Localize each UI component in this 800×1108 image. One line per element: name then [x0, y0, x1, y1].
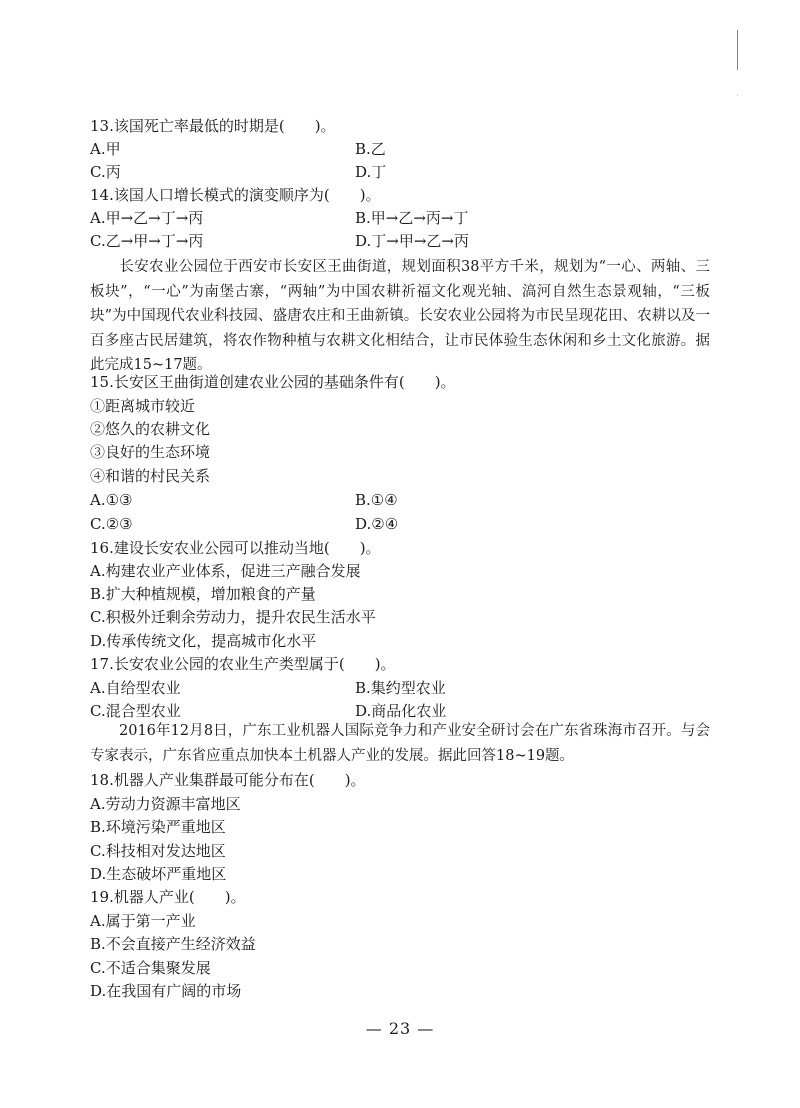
- q18-option-c: C.科技相对发达地区: [90, 842, 226, 860]
- q14-option-c: C.乙→甲→丁→丙: [90, 232, 204, 250]
- q19-option-c: C.不适合集聚发展: [90, 959, 211, 977]
- q16-option-b: B.扩大种植规模，增加粮食的产量: [90, 585, 316, 603]
- q15-option-a: A.①③: [90, 491, 133, 509]
- q19-option-d: D.在我国有广阔的市场: [90, 982, 242, 1000]
- q17-stem: 17.长安农业公园的农业生产类型属于( )。: [90, 655, 396, 673]
- passage-agri-park: [90, 255, 710, 378]
- q13-stem: 13.该国死亡率最低的时期是( )。: [90, 117, 336, 135]
- q13-option-b: B.乙: [355, 140, 386, 158]
- q18-stem: 18.机器人产业集群最可能分布在( )。: [90, 771, 366, 789]
- q19-option-b: B.不会直接产生经济效益: [90, 935, 256, 953]
- q14-option-a: A.甲→乙→丁→丙: [90, 209, 204, 227]
- q16-option-a: A.构建农业产业体系，促进三产融合发展: [90, 562, 361, 580]
- q18-option-a: A.劳动力资源丰富地区: [90, 795, 241, 813]
- q15-option-b: B.①④: [355, 491, 398, 509]
- q13-option-c: C.丙: [90, 163, 121, 181]
- q15-option-d: D.②④: [355, 515, 399, 533]
- q19-option-a: A.属于第一产业: [90, 912, 196, 930]
- q17-option-a: A.自给型农业: [90, 679, 181, 697]
- q13-option-a: A.甲: [90, 140, 121, 158]
- q14-option-b: B.甲→乙→丙→丁: [355, 209, 469, 227]
- margin-mark: [737, 30, 738, 70]
- passage-robot-industry-text: 2016年12月8日，广东工业机器人国际竞争力和产业安全研讨会在广东省珠海市召开。与会专家表示，广东省应重点加快本土机器人产业的发展。据此回答18~19题。: [90, 723, 710, 764]
- q18-option-b: B.环境污染严重地区: [90, 818, 226, 836]
- q16-option-d: D.传承传统文化，提高城市化水平: [90, 632, 317, 650]
- q15-item-3: ③良好的生态环境: [90, 443, 211, 461]
- q17-option-b: B.集约型农业: [355, 679, 446, 697]
- q17-option-d: D.商品化农业: [355, 702, 447, 720]
- q14-option-d: D.丁→甲→乙→丙: [355, 232, 469, 250]
- q14-stem: 14.该国人口增长模式的演变顺序为( )。: [90, 186, 381, 204]
- page-number: — 23 —: [365, 1019, 435, 1038]
- q19-stem: 19.机器人产业( )。: [90, 888, 246, 906]
- q15-option-c: C.②③: [90, 515, 133, 533]
- passage-agri-park-text: 长安农业公园位于西安市长安区王曲街道，规划面积38平方千米，规划为“一心、两轴、三板块”，“一心”为南堡古寨，“两轴”为中国农耕祈福文化观光轴、滈河自然生态景观轴，“三板块”为中国现代农业科技园、盛唐农庄和王曲新镇。长安农业公园将为市民呈现花田、农耕以及一百多座古民居建筑，将农作物种植与农耕文化相结合，让市民体验生态休闲和乡土文化旅游。据此完成15~17题。: [90, 259, 710, 373]
- q15-item-2: ②悠久的农耕文化: [90, 420, 211, 438]
- margin-mark: [737, 95, 738, 96]
- q15-item-1: ①距离城市较近: [90, 397, 196, 415]
- q15-item-4: ④和谐的村民关系: [90, 467, 211, 485]
- q17-option-c: C.混合型农业: [90, 702, 181, 720]
- q18-option-d: D.生态破坏严重地区: [90, 865, 227, 883]
- q13-option-d: D.丁: [355, 163, 387, 181]
- q16-option-c: C.积极外迁剩余劳动力，提升农民生活水平: [90, 608, 376, 626]
- q16-stem: 16.建设长安农业公园可以推动当地( )。: [90, 539, 381, 557]
- q15-stem: 15.长安区王曲街道创建农业公园的基础条件有( )。: [90, 373, 456, 391]
- passage-robot-industry: [90, 719, 710, 768]
